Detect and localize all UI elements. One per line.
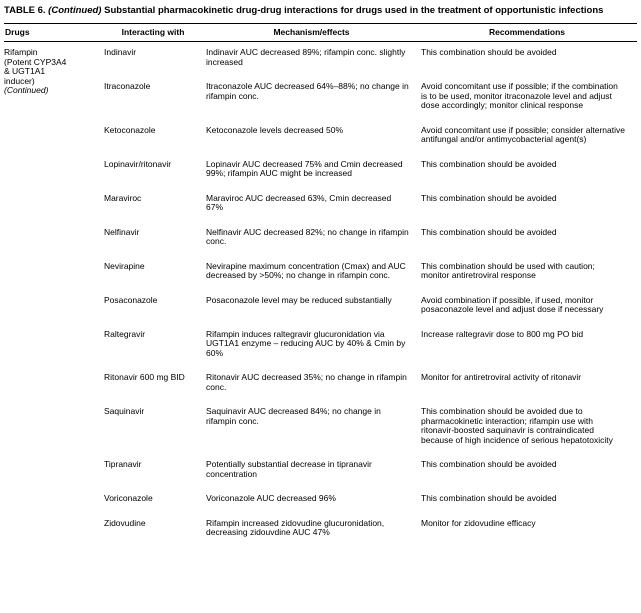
mechanism-effects-cell: Maraviroc AUC decreased 63%, Cmin decreased 67%	[206, 192, 392, 213]
interacting-with-cell: Saquinavir	[104, 406, 145, 417]
recommendation-cell: This combination should be avoided	[421, 493, 557, 504]
recommendation-cell: This combination should be avoided	[421, 226, 557, 237]
mechanism-effects-cell: Posaconazole level may be reduced substantially	[206, 294, 392, 305]
table-header	[4, 24, 637, 42]
column-header-interacting-with: Interacting with	[104, 24, 206, 42]
interacting-with-cell: Indinavir	[104, 47, 137, 58]
drug-group-continued-label: (Continued)	[4, 85, 49, 96]
mechanism-effects-cell: Ritonavir AUC decreased 35%; no change in rifampin conc.	[206, 372, 407, 392]
interacting-with-cell: Voriconazole	[104, 493, 153, 504]
header-row	[4, 24, 637, 42]
recommendation-cell: This combination should be avoided	[421, 158, 557, 169]
recommendation-cell: Monitor for antiretroviral activity of ritonavir	[421, 372, 582, 383]
interacting-with-cell: Nevirapine	[104, 260, 145, 271]
table-row	[4, 42, 637, 83]
drug-group-cell: Rifampin (Potent CYP3A4 & UGT1A1 inducer) (Continued)	[4, 42, 104, 553]
drug-interactions-table	[4, 23, 637, 553]
column-header-drugs: Drugs	[4, 24, 104, 42]
table-body	[4, 42, 637, 553]
table-title-continued: (Continued)	[48, 5, 102, 16]
table-title-rest: Substantial pharmacokinetic drug-drug interactions for drugs used in the treatment of opportunistic infections	[101, 5, 604, 16]
interacting-with-cell: Maraviroc	[104, 192, 142, 203]
column-header-recommendations: Recommendations	[421, 24, 637, 42]
mechanism-effects-cell: Rifampin increased zidovudine glucuronidation, decreasing zidouvdine AUC 47%	[206, 517, 385, 538]
mechanism-effects-cell: Ketoconazole levels decreased 50%	[206, 124, 344, 135]
interacting-with-cell: Ritonavir 600 mg BID	[104, 372, 185, 383]
mechanism-effects-cell: Nevirapine maximum concentration (Cmax) and AUC decreased by >50%; no change in rifampin conc.	[206, 260, 406, 281]
interacting-with-cell: Tipranavir	[104, 459, 142, 470]
recommendation-cell: This combination should be used with caution; monitor antiretroviral response	[421, 260, 595, 281]
mechanism-effects-cell: Itraconazole AUC decreased 64%–88%; no change in rifampin conc.	[206, 81, 409, 101]
recommendation-cell: Avoid combination if possible, if used, monitor posaconazole level and adjust dose if necessary	[421, 294, 604, 315]
mechanism-effects-cell: Rifampin induces raltegravir glucuronidation via UGT1A1 enzyme – reducing AUC by 40% & Cmin by 60%	[206, 328, 406, 358]
mechanism-effects-cell: Potentially substantial decrease in tipranavir concentration	[206, 459, 372, 479]
recommendation-cell: Increase raltegravir dose to 800 mg PO bid	[421, 328, 584, 339]
interacting-with-cell: Itraconazole	[104, 81, 151, 92]
recommendation-cell: This combination should be avoided	[421, 47, 557, 58]
recommendation-cell: This combination should be avoided	[421, 459, 557, 470]
recommendation-cell: This combination should be avoided due to pharmacokinetic interaction; rifampin use with ritonavir-boosted saquinavir is contraindicated because of high incidence of serious hepatotoxicity	[421, 406, 613, 445]
recommendation-cell: Monitor for zidovudine efficacy	[421, 517, 536, 528]
recommendation-cell: Avoid concomitant use if possible; if the combination is to be used, monitor itraconazole level and adjust dose accordingly; monitor clinical response	[421, 81, 618, 111]
mechanism-effects-cell: Lopinavir AUC decreased 75% and Cmin decreased 99%; rifampin AUC might be increased	[206, 158, 403, 179]
table-title	[4, 5, 637, 17]
mechanism-effects-cell: Saquinavir AUC decreased 84%; no change in rifampin conc.	[206, 406, 381, 426]
interacting-with-cell: Ketoconazole	[104, 124, 156, 135]
recommendation-cell: This combination should be avoided	[421, 192, 557, 203]
interacting-with-cell: Nelfinavir	[104, 226, 140, 237]
recommendation-cell: Avoid concomitant use if possible; consider alternative antifungal and/or antimycobacterial agent(s)	[421, 124, 625, 145]
mechanism-effects-cell: Voriconazole AUC decreased 96%	[206, 493, 336, 504]
mechanism-effects-cell: Nelfinavir AUC decreased 82%; no change in rifampin conc.	[206, 226, 409, 247]
mechanism-effects-cell: Indinavir AUC decreased 89%; rifampin conc. slightly increased	[206, 47, 406, 67]
column-header-mechanism-effects: Mechanism/effects	[206, 24, 421, 42]
interacting-with-cell: Zidovudine	[104, 517, 146, 528]
table-title-prefix: TABLE 6.	[4, 5, 49, 16]
interacting-with-cell: Raltegravir	[104, 328, 146, 339]
interacting-with-cell: Posaconazole	[104, 294, 158, 305]
interacting-with-cell: Lopinavir/ritonavir	[104, 158, 172, 169]
